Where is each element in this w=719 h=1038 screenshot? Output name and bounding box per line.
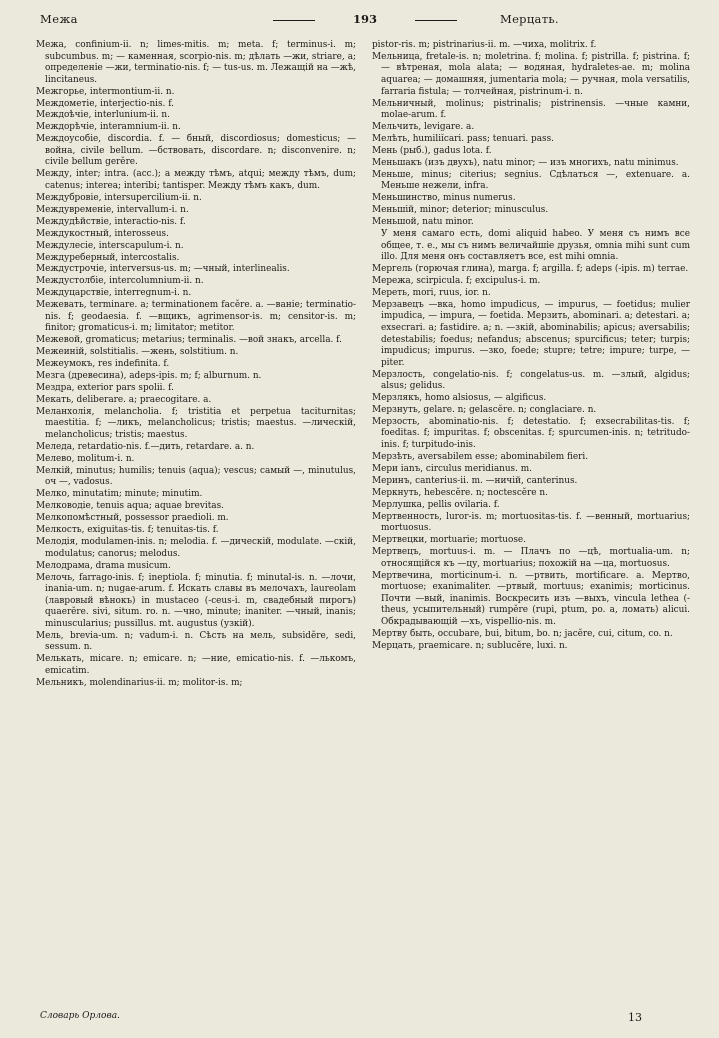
dictionary-entry: Мекать, deliberare. a; praecogitare. a. [36, 395, 212, 405]
page-number: 193 [315, 12, 415, 26]
dictionary-entry: Мельникъ, molendinarius-ii. m; molitor-is. m; [36, 677, 243, 688]
dictionary-entry: Мелѣть, humiliĭcari. pass; tenuari. pass. [372, 133, 554, 144]
header-left-word: Межа [40, 12, 79, 26]
dictionary-entry: Мель, brevia-um. n; vadum-i. n. Сѣсть на мель, subsidĕre, sedi, sessum. n. [36, 630, 356, 653]
dictionary-entry: Мезга (древесина), adeps-ipis. m; f; alburnum. n. [36, 371, 262, 382]
dictionary-entry: Мережа, scirpicula. f; excipulus-i. m. [372, 276, 541, 287]
dictionary-entry: Мерлушка, pellis ovilaria. f. [372, 499, 500, 510]
dictionary-entry: Мелкопомѣстный, possessor praedioli. m. [36, 513, 229, 524]
dictionary-entry: Мелководiе, tenuis aqua; aquae brevitas. [36, 501, 224, 512]
dictionary-entry: Мертвечина, morticinum-i. n. —ртвить, mortificare. a. Мертво, mortuose; exanimaliter. —ртвый, mortuus; exanimis; morticinus. Почти —вый, inanimis. Воскресить изъ —выхъ, vincula lethea (-theus, усыпительный) rumpĕre (rupi, ptum, po. a, ломать) alicui. Обкрадывающiй —хъ, vispellio-nis. m. [372, 570, 690, 627]
running-header [0, 12, 719, 32]
left-column [36, 40, 356, 690]
dictionary-entry: Меньшiй, minor; deterior; minusculus. [372, 205, 549, 216]
dictionary-entry: Мерзлякъ, homo alsiosus, — algificus. [372, 393, 547, 404]
dictionary-entry: Межевой, gromaticus; metarius; terminalis. —вой знакъ, arcella. f. [36, 335, 342, 346]
dictionary-entry: Между, inter; intra. (acc.); а между тѣмъ, atqui; между тѣмъ, dum; catenus; interea; interibi; tantisper. Между тѣмъ какъ, dum. [36, 169, 356, 191]
dictionary-entry: Мелко, minutatim; minute; minutim. [36, 489, 203, 500]
dictionary-entry: Междувременiе, intervallum-i. n. [36, 204, 189, 215]
dictionary-entry: Мелево, molitum-i. n. [36, 453, 135, 464]
dictionary-entry: Меньше, minus; citerius; segnius. Сдѣлаться —, extenuare. a. Меньше нежели, infra. [372, 169, 690, 192]
dictionary-entry: Меланхолiя, melancholia. f; tristitia et perpetua taciturnitas; maestitia. f; —ликъ, melancholicus; tristis; maestus. —лическiй, melancholicus; tristis; maestus. [36, 406, 356, 441]
dictionary-entry: Межеинiй, solstitialis. —жень, solstitium. n. [36, 347, 239, 358]
dictionary-entry: Междорѣчiе, interamnium-ii. n. [36, 122, 181, 133]
dictionary-entry: Мелкость, exiguitas-tis. f; tenuitas-tis. f. [36, 525, 219, 536]
dictionary-entry: Междулесiе, interscapulum-i. n. [36, 240, 184, 251]
dictionary-entry: Межгорье, intermontium-ii. n. [36, 86, 175, 97]
dictionary-entry: Мельчить, levigare. a. [372, 122, 475, 132]
dictionary-entry: Междустрочiе, interversus-us. m; —чный, interlinealis. [36, 264, 290, 275]
dictionary-entry: Мездра, exterior pars spolii. f. [36, 383, 174, 394]
dictionary-entry: Мелкiй, minutus; humilis; tenuis (aqua); vescus; самый —, minutulus, оч —, vadosus. [36, 465, 356, 488]
dictionary-entry: Меньшой, natu minor. [372, 217, 474, 228]
dictionary-entry: Межа, confinium-ii. n; limes-mitis. m; meta. f; terminus-i. m; subcumbus. m; — каменная, scorpio-nis. m; дѣлать —жи, striare, a; определенie —жи, terminatio-nis. f; — tus-us. m. Лежащiй на —жѣ, lincitaneus. [36, 40, 356, 85]
right-column [372, 40, 690, 653]
dictionary-entry: Мерзнуть, gelare. n; gelascĕre. n; conglaciare. n. [372, 404, 597, 415]
dictionary-entry: Междудѣйствiе, interactio-nis. f. [36, 216, 186, 227]
dictionary-entry: Междуцарствiе, interregnum-i. n. [36, 288, 192, 299]
dictionary-entry: Межеумокъ, res indefinita. f. [36, 359, 170, 370]
dictionary-entry: Меньшакъ (изъ двухъ), natu minor; — изъ многихъ, natu minimus. [372, 157, 679, 168]
dictionary-entry: Междуреберный, intercostalis. [36, 252, 180, 263]
dictionary-entry: Мерзость, abominatio-nis. f; detestatio. f; exsecrabilitas-tis. f; foeditas. f; impuritas. f; obscenitas. f; spurcumen-inis. n; tetritudo-inis. f; turpitudo-inis. [372, 416, 690, 451]
dictionary-entry: Мертвенность, luror-is. m; mortuositas-tis. f. —венный, mortuarius; mortuosus. [372, 511, 690, 534]
dictionary-entry: Меркнуть, hebescĕre. n; noctescĕre n. [372, 487, 548, 498]
dictionary-entry: Мерзѣть, aversabilem esse; abominabilem fieri. [372, 451, 589, 462]
dictionary-entry: Междубровiе, intersupercilium-ii. n. [36, 192, 202, 203]
dictionary-entry: Мелькать, micare. n; emicare. n; —ние, emicatio-nis. f. —лькомъ, emicatim. [36, 654, 356, 676]
dictionary-entry: Мелодрама, drama musicum. [36, 560, 171, 571]
dictionary-entry: Меньшинство, minus numerus. [372, 193, 516, 204]
dictionary-entry: Мельничный, molinus; pistrinalis; pistrinensis. —чные камни, molae-arum. f. [372, 98, 690, 121]
dictionary-entry: Мертву быть, occubare, bui, bitum, bo. n; jacĕre, cui, citum, co. n. [372, 628, 673, 639]
dictionary-entry: Меледа, retardatio-nis. f.—дить, retardare. a. n. [36, 441, 255, 452]
dictionary-entry: У меня самаго есть, domi aliquid habeo. У меня съ нимъ все общее, т. е., мы съ нимъ величайшiе друзья, omnia mihi sunt cum illo. Для меня онъ составляетъ все, est mihi omnia. [381, 229, 690, 263]
dictionary-entry: Междометiе, interjectio-nis. f. [36, 98, 174, 109]
dictionary-entry: Мерзавецъ —вка, homo impudicus, — impurus, — foetidus; mulier impudica, — impura, — foetida. Мерзить, abominari. a; detestari. a; exsecrari. a; fastidire. a; n. —зкiй, abominabilis; apicus; aversabilis; detestabilis; foedus; nefandus; abscenus; spurcificus; teter; turpis; impudicus; impurus. —зко, foede; stupre; tetre; impure; turpe, — piter. [372, 299, 690, 368]
dictionary-entry: Межевать, terminare. a; terminationem facĕre. a. —ванiе; terminatio-nis. f; geodaesia. f. —вщикъ, agrimensor-is. m; censitor-is. m; finitor; gromaticus-i. m; limitator; metitor. [36, 300, 356, 334]
dictionary-entry: Мерзлость, congelatio-nis. f; congelatus-us. m. —злый, algidus; alsus; gelidus. [372, 369, 690, 392]
dictionary-entry: Мень (рыб.), gadus lota. f. [372, 145, 492, 156]
dictionary-entry: Междоусобiе, discordia. f. — бный, discordiosus; domesticus; — война, civile bellum. —бствовать, discordare. n; disconvenire. n; civile bellum gerĕre. [36, 134, 356, 168]
dictionary-entry: pistor-ris. m; pistrinarius-ii. m. —чиха, molitrix. f. [372, 40, 597, 50]
dictionary-entry: Меринъ, canterius-ii. m. —ничiй, canterinus. [372, 475, 578, 486]
signature-mark: Словарь Орлова. [40, 1011, 120, 1021]
dictionary-entry: Мергель (горючая глина), marga. f; argilla. f; adeps (-ipis. m) terrae. [372, 264, 689, 275]
dictionary-entry: Мери ianъ, circulus meridianus. m. [372, 463, 532, 474]
dictionary-entry: Мертвецки, mortuarie; mortuose. [372, 535, 526, 546]
dictionary-entry: Мелочь, farrago-inis. f; ineptiola. f; minutia. f; minutal-is. n. —лочи, inania-um. n; nugae-arum. f. Искать славы въ мелочахъ, laureolam (лавровый вѣнокъ) in mustaceo (-ceus-i. m, свадебный пирогъ) quaerĕre. sivi, situm. ro. n. —чно, minute; inaniter. —чный, inanis; minuscularius; pussillus. mt. augustus (узкiй). [36, 572, 356, 629]
dictionary-entry: Междоѣчiе, interlunium-ii. n. [36, 110, 170, 121]
dictionary-entry: Междукостный, interosseus. [36, 228, 169, 239]
dictionary-entry: Междустолбiе, intercolumnium-ii. n. [36, 276, 204, 287]
dictionary-entry: Мельница, fretale-is. n; moletrina. f; molina. f; pistrilla. f; pistrina. f; — вѣтреная, mola alata; — водяная, hydraletes-ae. m; molina aquarea; — домашняя, jumentaria mola; — ручная, mola versatilis, farraria fistula; — толчейная, pistrinum-i. n. [372, 51, 690, 97]
dictionary-entry: Мертвецъ, mortuus-i. m. — Плачъ по —цѣ, mortualia-um. n; относящiйся къ —цу, mortuarius; похожiй на —ца, mortuosus. [372, 547, 690, 569]
dictionary-entry: Мерцать, praemicare. n; sublucĕre, luxi. n. [372, 640, 568, 651]
dictionary-entry: Мелодiя, modulamen-inis. n; melodia. f. —дическiй, modulate. —скiй, modulatus; canorus; melodus. [36, 537, 356, 559]
header-right-word: Мерцать. [500, 12, 559, 26]
dictionary-entry: Мереть, mori, ruus, ior. n. [372, 287, 491, 298]
sheet-number: 13 [628, 1011, 642, 1024]
